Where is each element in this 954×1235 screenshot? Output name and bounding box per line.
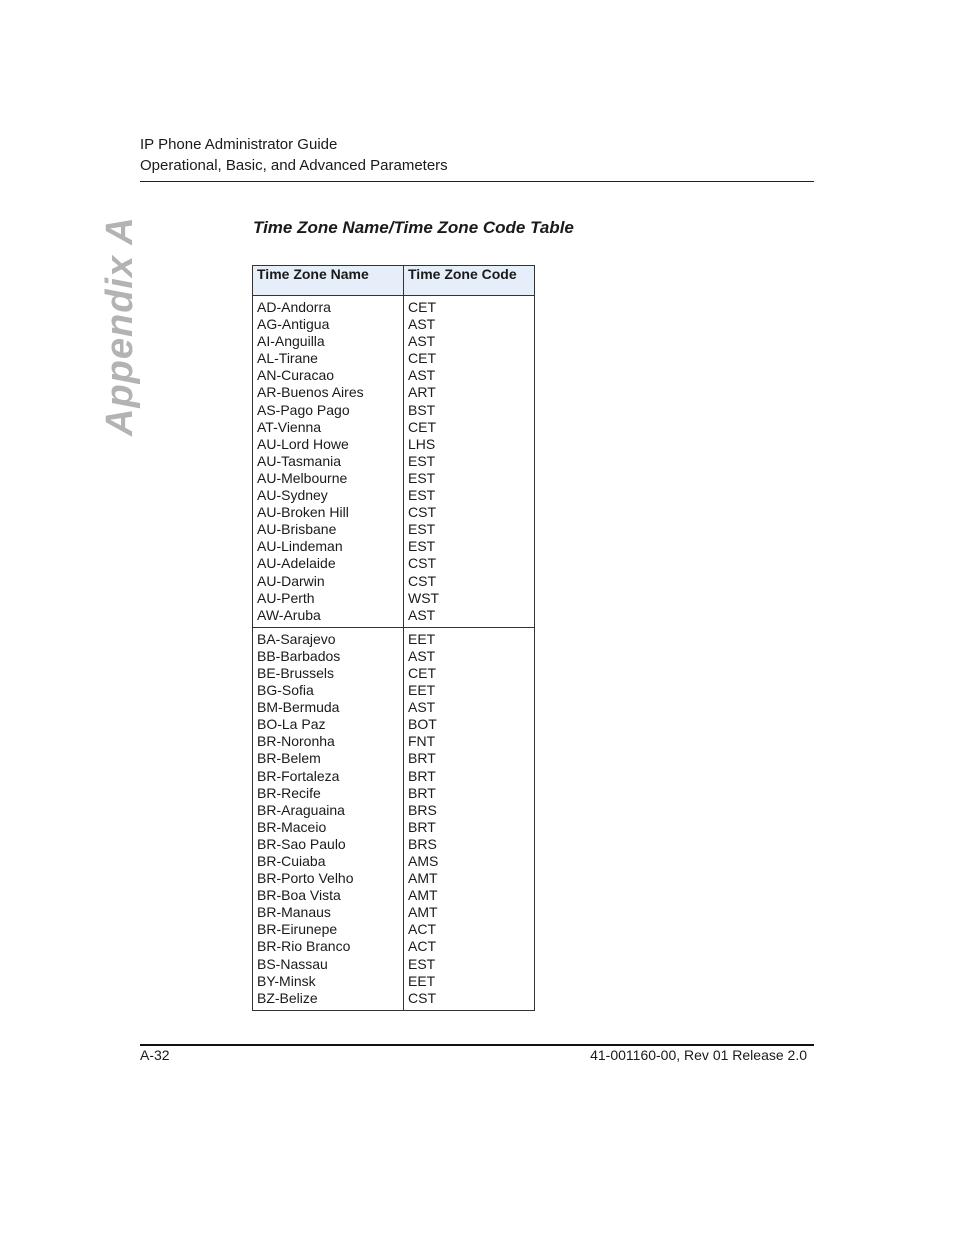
time-zone-name: BR-Maceio — [257, 818, 327, 835]
time-zone-code: BST — [408, 401, 436, 418]
time-zone-name: BE-Brussels — [257, 664, 335, 681]
time-zone-name: BR-Noronha — [257, 733, 335, 750]
time-zone-name: BS-Nassau — [257, 955, 328, 972]
time-zone-name: BR-Boa Vista — [257, 887, 341, 904]
running-header — [140, 134, 814, 176]
time-zone-name-cell — [253, 296, 404, 628]
time-zone-name: AU-Brisbane — [257, 521, 337, 538]
time-zone-code: BRT — [408, 750, 436, 767]
time-zone-code: CST — [408, 572, 436, 589]
time-zone-name: AG-Antigua — [257, 316, 330, 333]
time-zone-name: BB-Barbados — [257, 647, 341, 664]
time-zone-code: AMT — [408, 904, 438, 921]
time-zone-code: CET — [408, 664, 436, 681]
time-zone-name: BR-Belem — [257, 750, 321, 767]
time-zone-code: CST — [408, 989, 436, 1006]
time-zone-code: CST — [408, 504, 436, 521]
time-zone-name: AT-Vienna — [257, 418, 322, 435]
header-section-title: Operational, Basic, and Advanced Parameters — [140, 157, 448, 174]
time-zone-name: AS-Pago Pago — [257, 401, 350, 418]
time-zone-name: AU-Adelaide — [257, 555, 336, 572]
time-zone-name: AU-Lindeman — [257, 538, 343, 555]
time-zone-code: EST — [408, 538, 436, 555]
header-guide-title: IP Phone Administrator Guide — [140, 136, 338, 153]
time-zone-name: BR-Araguaina — [257, 801, 345, 818]
time-zone-name: AW-Aruba — [257, 606, 321, 623]
time-zone-name: BR-Fortaleza — [257, 767, 340, 784]
time-zone-name: BY-Minsk — [257, 972, 316, 989]
time-zone-code: EET — [408, 682, 436, 699]
time-zone-code: AMS — [408, 853, 439, 869]
time-zone-code: AMT — [408, 887, 438, 904]
time-zone-name: BR-Manaus — [257, 904, 331, 921]
time-zone-code: AMT — [408, 870, 438, 887]
time-zone-code: EET — [408, 630, 436, 647]
time-zone-name: AU-Tasmania — [257, 452, 342, 469]
time-zone-code: AST — [408, 606, 436, 623]
time-zone-name: BR-Eirunepe — [257, 921, 338, 938]
time-zone-name: AR-Buenos Aires — [257, 384, 364, 401]
time-zone-code: ACT — [408, 938, 436, 955]
column-header-name: Time Zone Name — [253, 266, 404, 296]
time-zone-code: EST — [408, 469, 436, 486]
time-zone-code: EST — [408, 955, 436, 972]
time-zone-name: AU-Melbourne — [257, 469, 348, 486]
time-zone-code-cell — [404, 627, 535, 1010]
time-zone-code: EST — [408, 521, 436, 538]
time-zone-name: AU-Darwin — [257, 572, 325, 589]
time-zone-name: BR-Sao Paulo — [257, 835, 346, 852]
time-zone-code: AST — [408, 316, 436, 333]
time-zone-code: EET — [408, 972, 436, 989]
time-zone-code: BOT — [408, 716, 437, 733]
time-zone-name: AD-Andorra — [257, 299, 331, 315]
time-zone-name: AU-Sydney — [257, 487, 328, 504]
time-zone-code: CET — [408, 350, 436, 367]
document-reference: 41-001160-00, Rev 01 Release 2.0 — [590, 1047, 807, 1063]
time-zone-name: BG-Sofia — [257, 682, 314, 699]
appendix-side-label: Appendix A — [99, 216, 141, 436]
time-zone-code: EST — [408, 452, 436, 469]
column-header-code: Time Zone Code — [404, 266, 535, 296]
time-zone-code: BRT — [408, 818, 436, 835]
time-zone-name: AI-Anguilla — [257, 333, 325, 350]
time-zone-code: WST — [408, 589, 440, 606]
time-zone-code: ART — [408, 384, 436, 401]
time-zone-name: BZ-Belize — [257, 989, 318, 1006]
table-title: Time Zone Name/Time Zone Code Table — [253, 218, 574, 237]
time-zone-code: LHS — [408, 435, 436, 452]
header-divider — [140, 181, 814, 182]
time-zone-code: BRT — [408, 784, 436, 801]
time-zone-code: FNT — [408, 733, 436, 750]
time-zone-code: AST — [408, 367, 436, 384]
time-zone-code: AST — [408, 699, 436, 716]
time-zone-code: AST — [408, 333, 436, 350]
time-zone-name: BR-Rio Branco — [257, 938, 351, 955]
time-zone-name-cell — [253, 627, 404, 1010]
time-zone-name: AU-Lord Howe — [257, 435, 349, 452]
time-zone-name: AL-Tirane — [257, 350, 318, 367]
time-zone-name: BA-Sarajevo — [257, 630, 336, 647]
time-zone-name: BR-Cuiaba — [257, 853, 326, 869]
time-zone-name: AU-Perth — [257, 589, 315, 606]
time-zone-name: BO-La Paz — [257, 716, 326, 733]
time-zone-code: BRT — [408, 767, 436, 784]
table-header-row — [253, 266, 535, 296]
time-zone-code: CET — [408, 418, 436, 435]
time-zone-name: BR-Recife — [257, 784, 321, 801]
time-zone-code: ACT — [408, 921, 436, 938]
time-zone-code: CST — [408, 555, 436, 572]
time-zone-name: AU-Broken Hill — [257, 504, 349, 521]
time-zone-name: AN-Curacao — [257, 367, 335, 384]
time-zone-code-cell — [404, 296, 535, 628]
time-zone-table — [252, 265, 535, 1011]
time-zone-code: CET — [408, 299, 436, 315]
time-zone-code: BRS — [408, 801, 437, 818]
time-zone-name: BR-Porto Velho — [257, 870, 354, 887]
time-zone-code: EST — [408, 487, 436, 504]
page-number: A-32 — [140, 1047, 170, 1063]
time-zone-name: BM-Bermuda — [257, 699, 340, 716]
table-row-group — [253, 627, 535, 1010]
time-zone-code: BRS — [408, 835, 437, 852]
table-row-group — [253, 296, 535, 628]
time-zone-code: AST — [408, 647, 436, 664]
footer-divider — [140, 1044, 814, 1046]
table-body — [253, 296, 535, 1011]
